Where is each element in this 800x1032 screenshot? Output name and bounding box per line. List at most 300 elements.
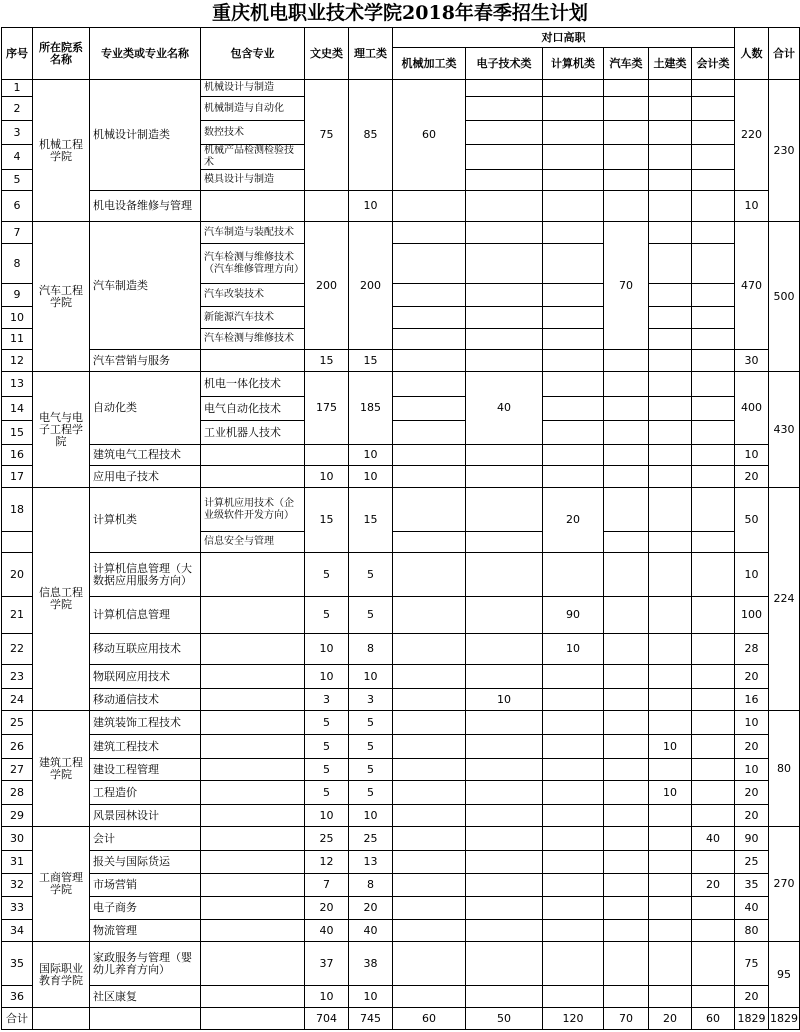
wenshi-cell: 25 <box>305 827 349 851</box>
empty-cell <box>649 597 692 634</box>
empty-cell <box>692 488 735 532</box>
renshu-cell: 100 <box>735 597 769 634</box>
empty-cell <box>466 735 543 759</box>
include-cell: 机械产品检测检验技术 <box>201 145 305 170</box>
ligong-cell: 185 <box>349 372 393 445</box>
empty-cell <box>393 942 466 986</box>
ligong-cell: 13 <box>349 851 393 874</box>
empty-cell <box>649 350 692 372</box>
seq-cell: 17 <box>2 466 33 488</box>
empty-cell <box>604 532 649 553</box>
empty-cell <box>649 553 692 597</box>
major-cell: 移动互联应用技术 <box>90 634 201 665</box>
total-kuaiji: 60 <box>692 1008 735 1030</box>
empty-cell <box>543 711 604 735</box>
header-dianzi: 电子技术类 <box>466 48 543 80</box>
table-row <box>2 488 800 532</box>
table-row <box>2 445 800 466</box>
tujian-cell: 10 <box>649 735 692 759</box>
seq-cell: 5 <box>2 170 33 191</box>
empty-cell <box>466 244 543 284</box>
empty-cell <box>393 397 466 421</box>
empty-cell <box>466 532 543 553</box>
page-title: 重庆机电职业技术学院2018年春季招生计划 <box>212 2 588 24</box>
empty-cell <box>543 466 604 488</box>
header-kuaiji: 会计类 <box>692 48 735 80</box>
ligong-cell: 10 <box>349 191 393 222</box>
renshu-cell: 50 <box>735 488 769 553</box>
ligong-cell: 200 <box>349 222 393 350</box>
seq-cell: 4 <box>2 145 33 170</box>
college-cell: 机械工程学院 <box>33 80 90 222</box>
kuaiji-cell: 20 <box>692 874 735 897</box>
empty-cell <box>201 920 305 942</box>
empty-cell <box>543 121 604 145</box>
wenshi-cell: 15 <box>305 350 349 372</box>
empty-cell <box>692 805 735 827</box>
total-qiche: 70 <box>604 1008 649 1030</box>
empty-cell <box>692 170 735 191</box>
empty-cell <box>649 445 692 466</box>
empty-cell <box>692 532 735 553</box>
empty-cell <box>649 307 692 329</box>
include-cell: 数控技术 <box>201 121 305 145</box>
empty-cell <box>604 553 649 597</box>
empty-cell <box>543 851 604 874</box>
empty-cell <box>201 665 305 689</box>
major-cell: 计算机信息管理（大数据应用服务方向） <box>90 553 201 597</box>
wenshi-cell: 5 <box>305 781 349 805</box>
empty-cell <box>543 553 604 597</box>
ligong-cell: 5 <box>349 553 393 597</box>
empty-cell <box>692 759 735 781</box>
major-cell: 汽车制造类 <box>90 222 201 350</box>
renshu-cell: 90 <box>735 827 769 851</box>
renshu-cell: 10 <box>735 191 769 222</box>
empty-cell <box>692 986 735 1008</box>
empty-cell <box>201 897 305 920</box>
empty-cell <box>543 244 604 284</box>
ligong-cell: 5 <box>349 597 393 634</box>
empty-cell <box>604 874 649 897</box>
ligong-cell: 8 <box>349 634 393 665</box>
empty-cell <box>692 920 735 942</box>
empty-cell <box>466 191 543 222</box>
table-row <box>2 466 800 488</box>
wenshi-cell: 12 <box>305 851 349 874</box>
table-row <box>2 634 800 665</box>
header-ligong: 理工类 <box>349 28 393 80</box>
ligong-cell: 5 <box>349 759 393 781</box>
empty-cell <box>466 284 543 307</box>
empty-cell <box>393 874 466 897</box>
empty-cell <box>543 372 604 397</box>
heji-cell: 230 <box>769 80 800 222</box>
empty-cell <box>33 1008 90 1030</box>
empty-cell <box>466 80 543 97</box>
empty-cell <box>393 488 466 532</box>
tujian-cell: 10 <box>649 781 692 805</box>
wenshi-cell: 5 <box>305 553 349 597</box>
empty-cell <box>466 329 543 350</box>
empty-cell <box>543 307 604 329</box>
empty-cell <box>543 421 604 445</box>
ligong-cell: 25 <box>349 827 393 851</box>
empty-cell <box>466 920 543 942</box>
ligong-cell: 10 <box>349 665 393 689</box>
empty-cell <box>604 665 649 689</box>
seq-cell: 10 <box>2 307 33 329</box>
seq-cell: 20 <box>2 553 33 597</box>
total-wenshi: 704 <box>305 1008 349 1030</box>
empty-cell <box>604 920 649 942</box>
empty-cell <box>649 329 692 350</box>
ligong-cell: 3 <box>349 689 393 711</box>
renshu-cell: 20 <box>735 665 769 689</box>
ligong-cell: 10 <box>349 805 393 827</box>
empty-cell <box>393 781 466 805</box>
ligong-cell: 15 <box>349 350 393 372</box>
major-cell: 物流管理 <box>90 920 201 942</box>
major-cell: 家政服务与管理（婴幼儿养育方向） <box>90 942 201 986</box>
major-cell: 电子商务 <box>90 897 201 920</box>
seq-cell: 22 <box>2 634 33 665</box>
empty-cell <box>543 397 604 421</box>
empty-cell <box>543 897 604 920</box>
renshu-cell: 25 <box>735 851 769 874</box>
wenshi-cell: 7 <box>305 874 349 897</box>
empty-cell <box>543 97 604 121</box>
empty-cell <box>543 805 604 827</box>
seq-cell: 23 <box>2 665 33 689</box>
empty-cell <box>393 532 466 553</box>
empty-cell <box>649 222 692 244</box>
empty-cell <box>466 851 543 874</box>
renshu-cell: 20 <box>735 986 769 1008</box>
seq-cell: 26 <box>2 735 33 759</box>
empty-cell <box>649 920 692 942</box>
include-cell: 汽车检测与维修技术 <box>201 329 305 350</box>
empty-cell <box>692 781 735 805</box>
empty-cell <box>466 942 543 986</box>
empty-cell <box>604 466 649 488</box>
empty-cell <box>649 397 692 421</box>
empty-cell <box>692 97 735 121</box>
wenshi-cell: 10 <box>305 466 349 488</box>
table-row <box>2 874 800 897</box>
major-cell: 市场营销 <box>90 874 201 897</box>
empty-cell <box>2 532 33 553</box>
empty-cell <box>604 711 649 735</box>
table-row <box>2 372 800 397</box>
seq-cell: 11 <box>2 329 33 350</box>
college-cell: 电气与电子工程学院 <box>33 372 90 488</box>
empty-cell <box>543 284 604 307</box>
empty-cell <box>201 350 305 372</box>
seq-cell: 9 <box>2 284 33 307</box>
empty-cell <box>692 80 735 97</box>
empty-cell <box>692 121 735 145</box>
empty-cell <box>604 735 649 759</box>
header-renshu: 人数 <box>735 28 769 80</box>
empty-cell <box>649 689 692 711</box>
empty-cell <box>649 827 692 851</box>
major-cell: 计算机信息管理 <box>90 597 201 634</box>
empty-cell <box>393 759 466 781</box>
empty-cell <box>649 97 692 121</box>
wenshi-cell: 10 <box>305 805 349 827</box>
major-cell: 建设工程管理 <box>90 759 201 781</box>
ligong-cell: 85 <box>349 80 393 191</box>
empty-cell <box>466 597 543 634</box>
empty-cell <box>692 597 735 634</box>
major-cell: 机械设计制造类 <box>90 80 201 191</box>
major-cell: 社区康复 <box>90 986 201 1008</box>
table-row <box>2 597 800 634</box>
dianzi-cell: 40 <box>466 372 543 445</box>
ligong-cell: 5 <box>349 781 393 805</box>
heji-cell: 270 <box>769 827 800 942</box>
header-duikou: 对口高职 <box>393 28 735 48</box>
empty-cell <box>692 329 735 350</box>
empty-cell <box>692 191 735 222</box>
total-jisuanji: 120 <box>543 1008 604 1030</box>
wenshi-cell: 175 <box>305 372 349 445</box>
seq-cell: 36 <box>2 986 33 1008</box>
empty-cell <box>604 634 649 665</box>
table-row <box>2 80 800 97</box>
seq-cell: 16 <box>2 445 33 466</box>
table-row <box>2 897 800 920</box>
header-jisuanji: 计算机类 <box>543 48 604 80</box>
table-row <box>2 665 800 689</box>
header-tujian: 土建类 <box>649 48 692 80</box>
empty-cell <box>543 350 604 372</box>
seq-cell: 24 <box>2 689 33 711</box>
header-row <box>2 28 800 48</box>
empty-cell <box>604 97 649 121</box>
empty-cell <box>201 735 305 759</box>
table-row <box>2 350 800 372</box>
empty-cell <box>466 827 543 851</box>
total-tujian: 20 <box>649 1008 692 1030</box>
empty-cell <box>543 759 604 781</box>
empty-cell <box>543 329 604 350</box>
renshu-cell: 470 <box>735 222 769 350</box>
renshu-cell: 400 <box>735 372 769 445</box>
wenshi-cell: 40 <box>305 920 349 942</box>
empty-cell <box>466 759 543 781</box>
empty-cell <box>692 307 735 329</box>
empty-cell <box>543 986 604 1008</box>
empty-cell <box>201 805 305 827</box>
empty-cell <box>393 920 466 942</box>
empty-cell <box>649 466 692 488</box>
empty-cell <box>201 711 305 735</box>
empty-cell <box>604 597 649 634</box>
seq-cell: 7 <box>2 222 33 244</box>
seq-cell: 18 <box>2 488 33 532</box>
wenshi-cell: 5 <box>305 597 349 634</box>
empty-cell <box>393 851 466 874</box>
seq-cell: 14 <box>2 397 33 421</box>
table-row <box>2 781 800 805</box>
table-row <box>2 827 800 851</box>
empty-cell <box>692 711 735 735</box>
renshu-cell: 10 <box>735 759 769 781</box>
empty-cell <box>466 445 543 466</box>
empty-cell <box>649 851 692 874</box>
table-row <box>2 942 800 986</box>
major-cell: 建筑装饰工程技术 <box>90 711 201 735</box>
seq-cell: 12 <box>2 350 33 372</box>
wenshi-cell: 10 <box>305 634 349 665</box>
ligong-cell: 38 <box>349 942 393 986</box>
qiche-cell: 70 <box>604 222 649 350</box>
empty-cell <box>543 145 604 170</box>
empty-cell <box>604 80 649 97</box>
header-wenshi: 文史类 <box>305 28 349 80</box>
empty-cell <box>393 665 466 689</box>
empty-cell <box>393 244 466 284</box>
empty-cell <box>466 488 543 532</box>
renshu-cell: 10 <box>735 553 769 597</box>
empty-cell <box>466 121 543 145</box>
empty-cell <box>543 781 604 805</box>
renshu-cell: 220 <box>735 80 769 191</box>
empty-cell <box>649 874 692 897</box>
seq-cell: 21 <box>2 597 33 634</box>
empty-cell <box>604 397 649 421</box>
empty-cell <box>393 634 466 665</box>
empty-cell <box>393 827 466 851</box>
renshu-cell: 75 <box>735 942 769 986</box>
empty-cell <box>305 191 349 222</box>
empty-cell <box>466 634 543 665</box>
empty-cell <box>692 284 735 307</box>
empty-cell <box>543 827 604 851</box>
empty-cell <box>393 284 466 307</box>
empty-cell <box>543 920 604 942</box>
empty-cell <box>466 222 543 244</box>
header-heji: 合计 <box>769 28 800 80</box>
table-row <box>2 920 800 942</box>
empty-cell <box>692 445 735 466</box>
empty-cell <box>692 942 735 986</box>
empty-cell <box>393 735 466 759</box>
seq-cell: 28 <box>2 781 33 805</box>
empty-cell <box>649 145 692 170</box>
table-row <box>2 711 800 735</box>
empty-cell <box>393 350 466 372</box>
empty-cell <box>604 191 649 222</box>
renshu-cell: 20 <box>735 781 769 805</box>
total-heji: 1829 <box>769 1008 800 1030</box>
empty-cell <box>466 97 543 121</box>
empty-cell <box>604 121 649 145</box>
empty-cell <box>692 145 735 170</box>
empty-cell <box>393 689 466 711</box>
empty-cell <box>649 170 692 191</box>
empty-cell <box>201 445 305 466</box>
ligong-cell: 8 <box>349 874 393 897</box>
wenshi-cell: 200 <box>305 222 349 350</box>
empty-cell <box>604 942 649 986</box>
empty-cell <box>393 466 466 488</box>
college-cell: 汽车工程学院 <box>33 222 90 372</box>
ligong-cell: 20 <box>349 897 393 920</box>
empty-cell <box>649 284 692 307</box>
major-cell: 建筑工程技术 <box>90 735 201 759</box>
jixie-cell: 60 <box>393 80 466 191</box>
empty-cell <box>393 191 466 222</box>
ligong-cell: 5 <box>349 735 393 759</box>
renshu-cell: 80 <box>735 920 769 942</box>
empty-cell <box>604 781 649 805</box>
wenshi-cell: 5 <box>305 759 349 781</box>
empty-cell <box>543 191 604 222</box>
total-ligong: 745 <box>349 1008 393 1030</box>
empty-cell <box>201 466 305 488</box>
empty-cell <box>692 553 735 597</box>
ligong-cell: 15 <box>349 488 393 553</box>
seq-cell: 15 <box>2 421 33 445</box>
empty-cell <box>604 827 649 851</box>
empty-cell <box>649 986 692 1008</box>
wenshi-cell: 10 <box>305 665 349 689</box>
empty-cell <box>692 222 735 244</box>
wenshi-cell: 75 <box>305 80 349 191</box>
renshu-cell: 10 <box>735 445 769 466</box>
total-label: 合计 <box>2 1008 33 1030</box>
major-cell: 机电设备维修与管理 <box>90 191 201 222</box>
include-cell: 新能源汽车技术 <box>201 307 305 329</box>
seq-cell: 3 <box>2 121 33 145</box>
major-cell: 工程造价 <box>90 781 201 805</box>
table-row <box>2 689 800 711</box>
seq-cell: 30 <box>2 827 33 851</box>
jisuanji-cell: 90 <box>543 597 604 634</box>
empty-cell <box>692 244 735 284</box>
empty-cell <box>649 80 692 97</box>
college-cell: 信息工程学院 <box>33 488 90 711</box>
table-row <box>2 986 800 1008</box>
renshu-cell: 16 <box>735 689 769 711</box>
header-qiche: 汽车类 <box>604 48 649 80</box>
empty-cell <box>466 466 543 488</box>
empty-cell <box>604 689 649 711</box>
empty-cell <box>543 665 604 689</box>
empty-cell <box>604 170 649 191</box>
empty-cell <box>649 759 692 781</box>
empty-cell <box>201 1008 305 1030</box>
empty-cell <box>649 897 692 920</box>
table-row <box>2 191 800 222</box>
empty-cell <box>543 222 604 244</box>
empty-cell <box>604 372 649 397</box>
table-row <box>2 759 800 781</box>
seq-cell: 34 <box>2 920 33 942</box>
empty-cell <box>543 942 604 986</box>
empty-cell <box>543 445 604 466</box>
seq-cell: 25 <box>2 711 33 735</box>
empty-cell <box>604 145 649 170</box>
heji-cell: 224 <box>769 488 800 711</box>
ligong-cell: 10 <box>349 986 393 1008</box>
empty-cell <box>604 421 649 445</box>
empty-cell <box>393 372 466 397</box>
empty-cell <box>692 466 735 488</box>
